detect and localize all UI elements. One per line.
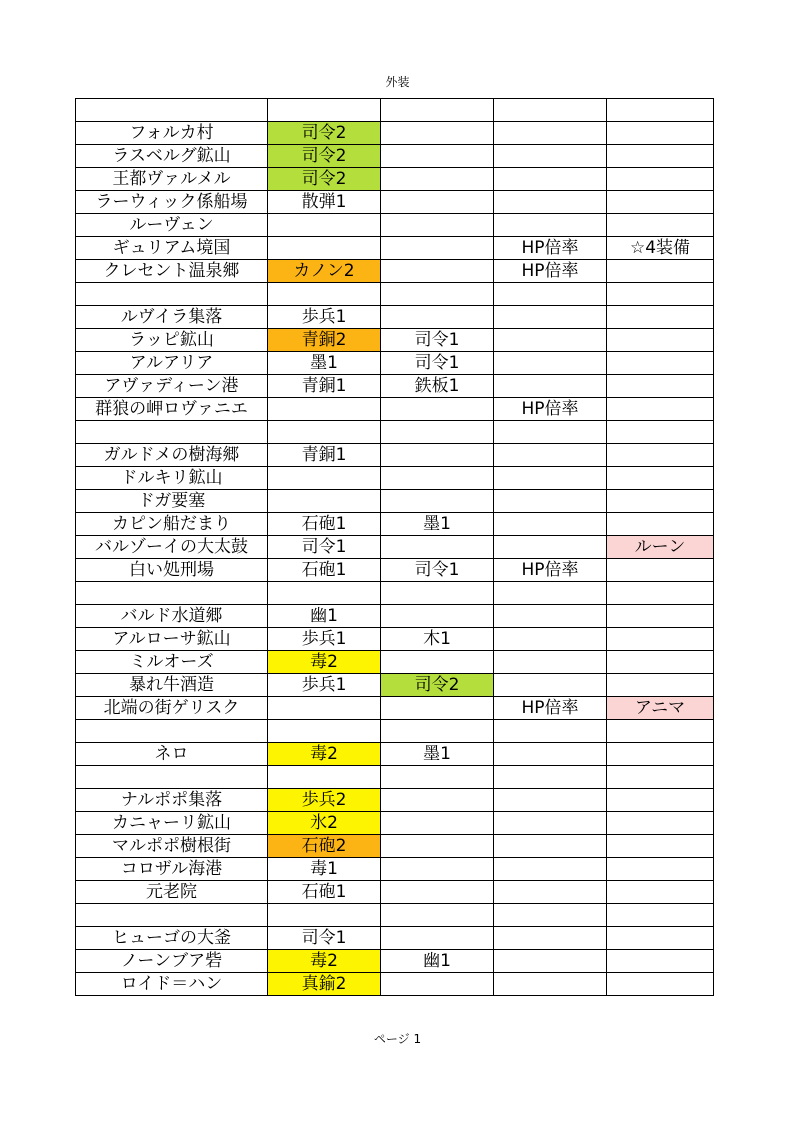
cell-hp-rate[interactable]	[494, 352, 607, 375]
table-row	[76, 444, 714, 467]
cell-hp-rate[interactable]	[494, 283, 607, 306]
cell-item-2[interactable]: 司令1	[381, 559, 494, 582]
cell-hp-rate[interactable]	[494, 444, 607, 467]
cell-location[interactable]: ドガ要塞	[76, 490, 268, 513]
cell-special[interactable]	[607, 651, 714, 674]
cell-location[interactable]	[76, 720, 268, 743]
table-row	[76, 513, 714, 536]
cell-item-1[interactable]	[268, 697, 381, 720]
cell-item-1[interactable]: 石砲1	[268, 559, 381, 582]
cell-item-2[interactable]	[381, 421, 494, 444]
cell-hp-rate[interactable]	[494, 168, 607, 191]
cell-hp-rate[interactable]	[494, 904, 607, 927]
cell-item-1[interactable]: 司令2	[268, 168, 381, 191]
cell-location[interactable]	[76, 99, 268, 122]
cell-item-2[interactable]	[381, 467, 494, 490]
cell-hp-rate[interactable]: HP倍率	[494, 559, 607, 582]
cell-hp-rate[interactable]	[494, 950, 607, 973]
cell-item-1[interactable]	[268, 582, 381, 605]
cell-item-2[interactable]	[381, 605, 494, 628]
table-row	[76, 766, 714, 789]
cell-hp-rate[interactable]	[494, 191, 607, 214]
cell-special[interactable]	[607, 191, 714, 214]
cell-item-2[interactable]	[381, 306, 494, 329]
cell-location[interactable]: ラッピ鉱山	[76, 329, 268, 352]
cell-special[interactable]	[607, 720, 714, 743]
cell-item-1[interactable]	[268, 490, 381, 513]
cell-special[interactable]	[607, 490, 714, 513]
cell-item-1[interactable]: 司令2	[268, 145, 381, 168]
cell-special[interactable]	[607, 398, 714, 421]
cell-item-2[interactable]	[381, 168, 494, 191]
cell-special[interactable]	[607, 950, 714, 973]
cell-location[interactable]: ラーウィック係船場	[76, 191, 268, 214]
cell-item-1[interactable]	[268, 99, 381, 122]
cell-location[interactable]: 北端の街ゲリスク	[76, 697, 268, 720]
table-row	[76, 559, 714, 582]
cell-item-2[interactable]: 司令1	[381, 329, 494, 352]
cell-item-1[interactable]: 歩兵2	[268, 789, 381, 812]
cell-location[interactable]	[76, 421, 268, 444]
cell-location[interactable]: ルヴイラ集落	[76, 306, 268, 329]
cell-location[interactable]: フォルカ村	[76, 122, 268, 145]
cell-special[interactable]	[607, 628, 714, 651]
cell-hp-rate[interactable]	[494, 628, 607, 651]
cell-hp-rate[interactable]	[494, 858, 607, 881]
cell-item-1[interactable]	[268, 214, 381, 237]
table-row	[76, 214, 714, 237]
table-row	[76, 697, 714, 720]
cell-special[interactable]	[607, 973, 714, 996]
cell-location[interactable]: カニャーリ鉱山	[76, 812, 268, 835]
cell-special[interactable]	[607, 145, 714, 168]
cell-special[interactable]	[607, 352, 714, 375]
table-row	[76, 283, 714, 306]
table-row	[76, 835, 714, 858]
table-row	[76, 582, 714, 605]
cell-special[interactable]	[607, 260, 714, 283]
cell-item-2[interactable]	[381, 398, 494, 421]
cell-special[interactable]	[607, 283, 714, 306]
table-row	[76, 191, 714, 214]
table-row	[76, 467, 714, 490]
cell-item-1[interactable]: 石砲1	[268, 881, 381, 904]
cell-special[interactable]	[607, 927, 714, 950]
cell-item-1[interactable]	[268, 398, 381, 421]
cell-item-2[interactable]	[381, 973, 494, 996]
table-row	[76, 628, 714, 651]
cell-item-1[interactable]: 毒2	[268, 651, 381, 674]
cell-hp-rate[interactable]: HP倍率	[494, 398, 607, 421]
cell-special[interactable]	[607, 858, 714, 881]
table-row	[76, 329, 714, 352]
cell-item-2[interactable]	[381, 283, 494, 306]
cell-item-1[interactable]: 氷2	[268, 812, 381, 835]
table-row	[76, 260, 714, 283]
cell-item-1[interactable]: 青銅1	[268, 444, 381, 467]
page-footer-number: ページ 1	[373, 1032, 422, 1046]
cell-item-1[interactable]: 石砲1	[268, 513, 381, 536]
table-row	[76, 352, 714, 375]
cell-hp-rate[interactable]	[494, 582, 607, 605]
cell-hp-rate[interactable]: HP倍率	[494, 237, 607, 260]
table-row	[76, 950, 714, 973]
cell-hp-rate[interactable]: HP倍率	[494, 697, 607, 720]
cell-item-1[interactable]: 散弾1	[268, 191, 381, 214]
table-row	[76, 99, 714, 122]
cell-hp-rate[interactable]	[494, 490, 607, 513]
cell-item-2[interactable]	[381, 881, 494, 904]
table-row	[76, 858, 714, 881]
cell-location[interactable]: ガルドメの樹海郷	[76, 444, 268, 467]
cell-item-1[interactable]	[268, 904, 381, 927]
table-row	[76, 881, 714, 904]
cell-location[interactable]	[76, 766, 268, 789]
page-header-title: 外装	[385, 75, 410, 89]
cell-item-1[interactable]: 歩兵1	[268, 306, 381, 329]
table-row	[76, 904, 714, 927]
cell-item-2[interactable]: 司令1	[381, 352, 494, 375]
cell-item-2[interactable]	[381, 651, 494, 674]
cell-item-1[interactable]: 歩兵1	[268, 674, 381, 697]
cell-special[interactable]	[607, 375, 714, 398]
cell-item-1[interactable]: 石砲2	[268, 835, 381, 858]
table-row	[76, 743, 714, 766]
cell-item-1[interactable]	[268, 237, 381, 260]
table-row	[76, 536, 714, 559]
cell-hp-rate[interactable]: HP倍率	[494, 260, 607, 283]
cell-item-2[interactable]	[381, 122, 494, 145]
cell-location[interactable]: アルアリア	[76, 352, 268, 375]
table-row	[76, 398, 714, 421]
cell-item-2[interactable]	[381, 145, 494, 168]
cell-special[interactable]	[607, 421, 714, 444]
cell-special[interactable]	[607, 168, 714, 191]
cell-item-1[interactable]: 毒2	[268, 743, 381, 766]
cell-location[interactable]: 王都ヴァルメル	[76, 168, 268, 191]
cell-special[interactable]	[607, 789, 714, 812]
cell-item-2[interactable]	[381, 191, 494, 214]
cell-location[interactable]: カピン船だまり	[76, 513, 268, 536]
cell-location[interactable]: ヒューゴの大釜	[76, 927, 268, 950]
cell-item-1[interactable]: 幽1	[268, 605, 381, 628]
cell-hp-rate[interactable]	[494, 99, 607, 122]
cell-item-2[interactable]: 木1	[381, 628, 494, 651]
cell-item-2[interactable]	[381, 444, 494, 467]
cell-special[interactable]	[607, 467, 714, 490]
cell-hp-rate[interactable]	[494, 605, 607, 628]
cell-location[interactable]: 白い処刑場	[76, 559, 268, 582]
cell-special[interactable]	[607, 812, 714, 835]
cell-item-2[interactable]	[381, 490, 494, 513]
cell-special[interactable]	[607, 329, 714, 352]
cell-hp-rate[interactable]	[494, 421, 607, 444]
cell-hp-rate[interactable]	[494, 122, 607, 145]
cell-item-2[interactable]	[381, 812, 494, 835]
cell-item-2[interactable]	[381, 720, 494, 743]
table-row	[76, 375, 714, 398]
cell-special[interactable]	[607, 743, 714, 766]
table-row	[76, 973, 714, 996]
cell-item-1[interactable]: 墨1	[268, 352, 381, 375]
cell-item-1[interactable]	[268, 467, 381, 490]
cell-item-1[interactable]	[268, 421, 381, 444]
table-row	[76, 421, 714, 444]
cell-item-2[interactable]	[381, 927, 494, 950]
cell-item-1[interactable]: 青銅1	[268, 375, 381, 398]
cell-special[interactable]	[607, 881, 714, 904]
cell-location[interactable]: ロイド＝ハン	[76, 973, 268, 996]
table-row	[76, 237, 714, 260]
cell-special[interactable]	[607, 904, 714, 927]
cell-hp-rate[interactable]	[494, 467, 607, 490]
cell-item-2[interactable]	[381, 99, 494, 122]
cell-special[interactable]	[607, 99, 714, 122]
cell-location[interactable]: ミルオーズ	[76, 651, 268, 674]
cell-item-2[interactable]: 墨1	[381, 513, 494, 536]
cell-item-2[interactable]: 墨1	[381, 743, 494, 766]
cell-hp-rate[interactable]	[494, 306, 607, 329]
cell-item-2[interactable]	[381, 835, 494, 858]
cell-hp-rate[interactable]	[494, 766, 607, 789]
table-row	[76, 306, 714, 329]
cell-special[interactable]	[607, 674, 714, 697]
table-row	[76, 812, 714, 835]
cell-item-1[interactable]: 司令1	[268, 536, 381, 559]
cell-item-1[interactable]	[268, 720, 381, 743]
cell-hp-rate[interactable]	[494, 973, 607, 996]
cell-location[interactable]: ネロ	[76, 743, 268, 766]
table-row	[76, 789, 714, 812]
table-row	[76, 605, 714, 628]
cell-hp-rate[interactable]	[494, 674, 607, 697]
cell-item-1[interactable]	[268, 766, 381, 789]
cell-item-1[interactable]: 毒1	[268, 858, 381, 881]
cell-item-1[interactable]: 司令2	[268, 122, 381, 145]
cell-item-2[interactable]	[381, 789, 494, 812]
cell-hp-rate[interactable]	[494, 375, 607, 398]
cell-item-2[interactable]: 幽1	[381, 950, 494, 973]
spreadsheet-table	[75, 98, 714, 996]
cell-location[interactable]: アルローサ鉱山	[76, 628, 268, 651]
cell-item-2[interactable]: 鉄板1	[381, 375, 494, 398]
cell-item-1[interactable]: 司令1	[268, 927, 381, 950]
cell-item-2[interactable]	[381, 697, 494, 720]
cell-special[interactable]: アニマ	[607, 697, 714, 720]
cell-special[interactable]	[607, 214, 714, 237]
cell-location[interactable]: 元老院	[76, 881, 268, 904]
cell-item-2[interactable]	[381, 582, 494, 605]
cell-special[interactable]	[607, 582, 714, 605]
cell-location[interactable]: ルーヴェン	[76, 214, 268, 237]
cell-item-2[interactable]	[381, 858, 494, 881]
cell-hp-rate[interactable]	[494, 536, 607, 559]
table-row	[76, 674, 714, 697]
cell-location[interactable]	[76, 582, 268, 605]
table-row	[76, 927, 714, 950]
cell-hp-rate[interactable]	[494, 743, 607, 766]
cell-location[interactable]: アヴァディーン港	[76, 375, 268, 398]
spreadsheet-body	[76, 99, 714, 996]
cell-item-2[interactable]	[381, 260, 494, 283]
table-row	[76, 122, 714, 145]
cell-location[interactable]: コロザル海港	[76, 858, 268, 881]
cell-special[interactable]	[607, 766, 714, 789]
cell-location[interactable]: ナルポポ集落	[76, 789, 268, 812]
cell-special[interactable]	[607, 444, 714, 467]
cell-hp-rate[interactable]	[494, 720, 607, 743]
cell-special[interactable]	[607, 306, 714, 329]
table-row	[76, 651, 714, 674]
cell-hp-rate[interactable]	[494, 513, 607, 536]
cell-special[interactable]	[607, 605, 714, 628]
cell-hp-rate[interactable]	[494, 835, 607, 858]
cell-location[interactable]	[76, 904, 268, 927]
table-row	[76, 720, 714, 743]
cell-special[interactable]	[607, 513, 714, 536]
cell-special[interactable]: ルーン	[607, 536, 714, 559]
table-row	[76, 145, 714, 168]
cell-item-2[interactable]	[381, 214, 494, 237]
cell-location[interactable]: マルポポ樹根街	[76, 835, 268, 858]
cell-item-1[interactable]: 歩兵1	[268, 628, 381, 651]
cell-location[interactable]: 暴れ牛酒造	[76, 674, 268, 697]
cell-location[interactable]: ドルキリ鉱山	[76, 467, 268, 490]
cell-location[interactable]: ギュリアム境国	[76, 237, 268, 260]
table-row	[76, 490, 714, 513]
cell-item-2[interactable]	[381, 766, 494, 789]
cell-hp-rate[interactable]	[494, 651, 607, 674]
cell-item-1[interactable]: 真鍮2	[268, 973, 381, 996]
cell-item-2[interactable]	[381, 237, 494, 260]
cell-item-1[interactable]	[268, 283, 381, 306]
table-row	[76, 168, 714, 191]
cell-special[interactable]	[607, 835, 714, 858]
cell-location[interactable]: ノーンブア砦	[76, 950, 268, 973]
cell-location[interactable]	[76, 283, 268, 306]
cell-hp-rate[interactable]	[494, 881, 607, 904]
cell-special[interactable]: ☆4装備	[607, 237, 714, 260]
cell-hp-rate[interactable]	[494, 145, 607, 168]
cell-item-2[interactable]	[381, 904, 494, 927]
cell-special[interactable]	[607, 559, 714, 582]
cell-hp-rate[interactable]	[494, 329, 607, 352]
cell-item-1[interactable]: カノン2	[268, 260, 381, 283]
cell-hp-rate[interactable]	[494, 214, 607, 237]
cell-location[interactable]: バルド水道郷	[76, 605, 268, 628]
cell-item-2[interactable]: 司令2	[381, 674, 494, 697]
cell-location[interactable]: ラスベルグ鉱山	[76, 145, 268, 168]
cell-location[interactable]: 群狼の岬ロヴァニエ	[76, 398, 268, 421]
cell-item-1[interactable]: 青銅2	[268, 329, 381, 352]
cell-location[interactable]: バルゾーイの大太鼓	[76, 536, 268, 559]
cell-special[interactable]	[607, 122, 714, 145]
cell-hp-rate[interactable]	[494, 789, 607, 812]
cell-item-1[interactable]: 毒2	[268, 950, 381, 973]
cell-hp-rate[interactable]	[494, 812, 607, 835]
cell-item-2[interactable]	[381, 536, 494, 559]
cell-hp-rate[interactable]	[494, 927, 607, 950]
cell-location[interactable]: クレセント温泉郷	[76, 260, 268, 283]
